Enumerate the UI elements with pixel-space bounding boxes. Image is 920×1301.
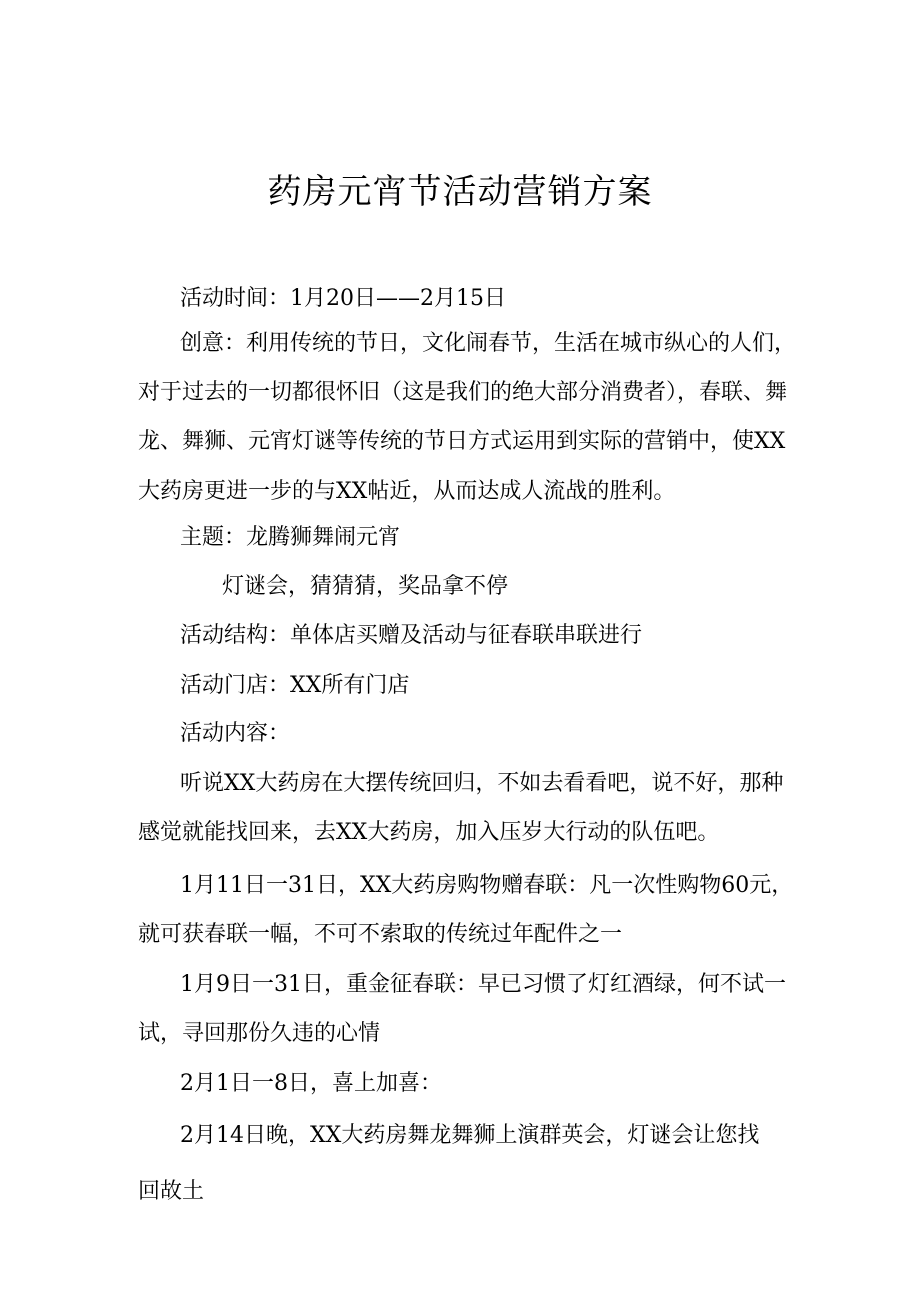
paragraph-structure: 活动结构：单体店买赠及活动与征春联串联进行 <box>180 623 643 648</box>
paragraph-gift-line-1: 1月11日一31日，XX大药房购物赠春联：凡一次性购物60元， <box>180 873 794 898</box>
paragraph-double-joy: 2月1日一8日，喜上加喜： <box>180 1071 442 1096</box>
paragraph-creative-line-2: 对于过去的一切都很怀旧（这是我们的绝大部分消费者），春联、舞 <box>138 380 788 405</box>
paragraph-lantern-line-1: 2月14日晚，XX大药房舞龙舞狮上演群英会，灯谜会让您找 <box>180 1123 760 1148</box>
paragraph-creative-line-1: 创意：利用传统的节日，文化闹春节，生活在城市纵心的人们， <box>180 331 797 356</box>
paragraph-intro-line-1: 听说XX大药房在大摆传统回归，不如去看看吧，说不好，那种 <box>180 771 784 796</box>
paragraph-couplet-line-2: 试，寻回那份久违的心情 <box>138 1021 381 1046</box>
paragraph-lantern-line-2: 回故土 <box>138 1179 205 1204</box>
paragraph-content-heading: 活动内容： <box>180 721 291 746</box>
paragraph-intro-line-2: 感觉就能找回来，去XX大药房，加入压岁大行动的队伍吧。 <box>138 820 720 845</box>
paragraph-stores: 活动门店：XX所有门店 <box>180 673 410 698</box>
paragraph-activity-time: 活动时间：1月20日——2月15日 <box>180 286 506 311</box>
paragraph-theme-sub: 灯谜会，猜猜猜，奖品拿不停 <box>222 574 509 599</box>
paragraph-creative-line-4: 大药房更进一步的与XX帖近，从而达成人流战的胜利。 <box>138 479 676 504</box>
document-title: 药房元宵节活动营销方案 <box>267 172 653 212</box>
paragraph-theme: 主题：龙腾狮舞闹元宵 <box>180 525 401 550</box>
paragraph-couplet-line-1: 1月9日一31日，重金征春联：早已习惯了灯红酒绿，何不试一 <box>180 972 786 997</box>
paragraph-gift-line-2: 就可获春联一幅，不可不索取的传统过年配件之一 <box>138 922 623 947</box>
paragraph-creative-line-3: 龙、舞狮、元宵灯谜等传统的节日方式运用到实际的营销中，使XX <box>138 429 786 454</box>
